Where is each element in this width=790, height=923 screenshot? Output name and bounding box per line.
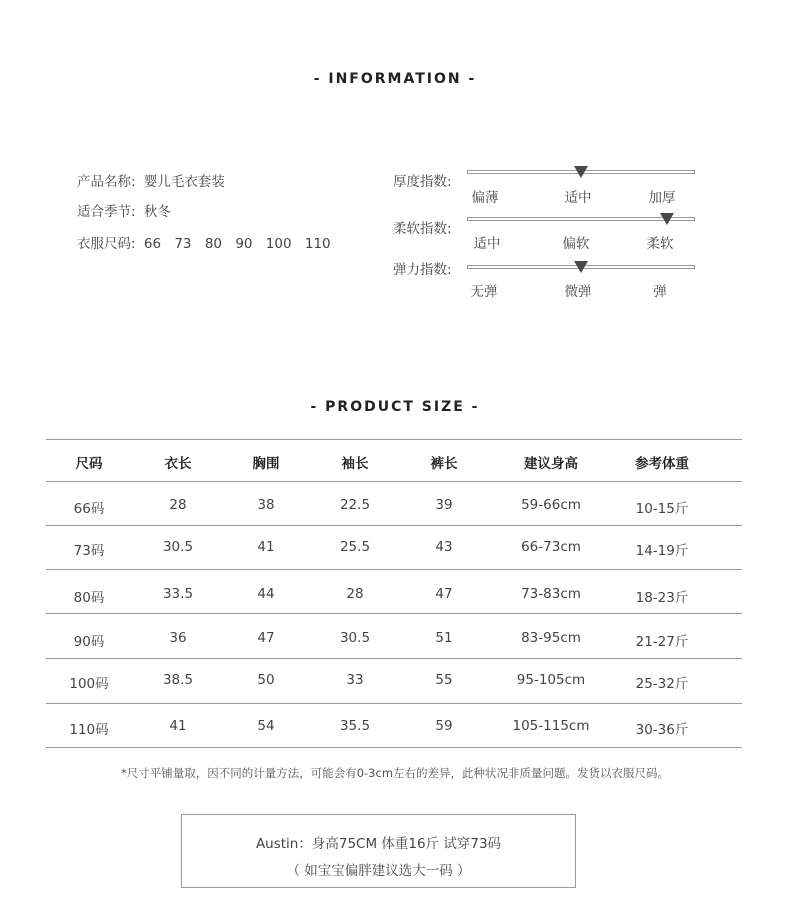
table-rule <box>46 613 742 614</box>
table-cell: 39 <box>435 497 453 513</box>
table-cell: 73码 <box>73 543 105 559</box>
table-cell: 25.5 <box>339 539 371 555</box>
table-cell: 30.5 <box>339 630 371 646</box>
table-cell: 28 <box>169 497 187 513</box>
table-cell: 110码 <box>69 722 109 738</box>
softness-label: 柔软指数: <box>393 221 452 237</box>
size-value: 100 <box>265 236 292 252</box>
info-label: 适合季节: <box>77 204 136 220</box>
table-cell: 105-115cm <box>512 718 590 734</box>
softness-option: 偏软 <box>562 236 590 252</box>
table-cell: 41 <box>169 718 187 734</box>
table-cell: 44 <box>257 586 275 602</box>
table-cell: 80码 <box>73 590 105 606</box>
table-cell: 83-95cm <box>521 630 581 646</box>
table-rule <box>46 569 742 570</box>
info-label: 产品名称: <box>77 174 136 190</box>
table-cell: 50 <box>257 672 275 688</box>
table-cell: 66-73cm <box>521 539 581 555</box>
table-cell: 10-15斤 <box>635 501 689 517</box>
table-cell: 55 <box>435 672 453 688</box>
size-value: 80 <box>204 236 223 252</box>
table-cell: 41 <box>257 539 275 555</box>
table-cell: 21-27斤 <box>635 634 689 650</box>
info-label: 衣服尺码: <box>77 236 136 252</box>
table-cell: 33.5 <box>162 586 194 602</box>
softness-marker <box>660 213 674 225</box>
table-rule <box>46 658 742 659</box>
elasticity-option: 微弹 <box>564 284 592 300</box>
thickness-option: 适中 <box>564 190 592 206</box>
table-cell: 30-36斤 <box>635 722 689 738</box>
table-cell: 59-66cm <box>521 497 581 513</box>
table-cell: 22.5 <box>339 497 371 513</box>
model-info-line: Austin：身高75CM 体重16斤 试穿73码 <box>255 836 502 852</box>
table-cell: 35.5 <box>339 718 371 734</box>
table-header-cell: 胸围 <box>252 456 280 472</box>
table-cell: 38.5 <box>162 672 194 688</box>
measurement-note: *尺寸平铺量取，因不同的计量方法，可能会有0-3cm左右的差异，此种状况非质量问题。发货以衣服尺码。 <box>120 766 670 780</box>
thickness-label: 厚度指数: <box>393 174 452 190</box>
table-cell: 100码 <box>69 676 109 692</box>
table-rule <box>46 481 742 482</box>
table-cell: 47 <box>257 630 275 646</box>
info-sizes <box>77 232 340 252</box>
table-cell: 18-23斤 <box>635 590 689 606</box>
table-header-cell: 裤长 <box>430 456 458 472</box>
elasticity-label: 弹力指数: <box>393 262 452 278</box>
table-rule <box>46 747 742 748</box>
information-heading: - INFORMATION - <box>313 71 477 87</box>
table-header-cell: 参考体重 <box>635 456 689 472</box>
size-value: 66 <box>143 236 162 252</box>
table-cell: 95-105cm <box>516 672 586 688</box>
elasticity-marker <box>574 261 588 273</box>
table-cell: 59 <box>435 718 453 734</box>
softness-option: 适中 <box>473 236 501 252</box>
table-cell: 14-19斤 <box>635 543 689 559</box>
table-rule <box>46 703 742 704</box>
thickness-marker <box>574 166 588 178</box>
product-size-heading: - PRODUCT SIZE - <box>310 399 480 415</box>
info-product-name <box>77 170 225 190</box>
table-cell: 73-83cm <box>521 586 581 602</box>
size-value: 73 <box>174 236 192 252</box>
table-cell: 66码 <box>73 501 105 517</box>
table-header-cell: 衣长 <box>164 456 192 472</box>
table-cell: 30.5 <box>162 539 194 555</box>
info-season <box>77 200 171 220</box>
table-header-cell: 尺码 <box>75 456 103 472</box>
elasticity-option: 弹 <box>653 284 667 300</box>
table-header-cell: 建议身高 <box>524 456 578 472</box>
table-rule <box>46 525 742 526</box>
table-header-cell: 袖长 <box>341 456 369 472</box>
info-value: 婴儿毛衣套装 <box>143 174 225 190</box>
table-cell: 43 <box>435 539 453 555</box>
softness-option: 柔软 <box>646 236 674 252</box>
size-value: 90 <box>235 236 253 252</box>
table-cell: 47 <box>435 586 453 602</box>
thickness-option: 加厚 <box>648 190 676 206</box>
table-cell: 54 <box>257 718 275 734</box>
thickness-option: 偏薄 <box>471 190 499 206</box>
table-cell: 90码 <box>73 634 105 650</box>
table-cell: 33 <box>346 672 364 688</box>
table-cell: 25-32斤 <box>635 676 689 692</box>
info-value: 秋冬 <box>143 204 171 220</box>
table-rule <box>46 439 742 440</box>
table-cell: 28 <box>346 586 364 602</box>
table-cell: 38 <box>257 497 275 513</box>
model-advice-line: （ 如宝宝偏胖建议选大一码 ） <box>286 863 471 879</box>
table-cell: 51 <box>435 630 453 646</box>
table-cell: 36 <box>169 630 187 646</box>
size-value: 110 <box>304 236 331 252</box>
elasticity-option: 无弹 <box>470 284 498 300</box>
